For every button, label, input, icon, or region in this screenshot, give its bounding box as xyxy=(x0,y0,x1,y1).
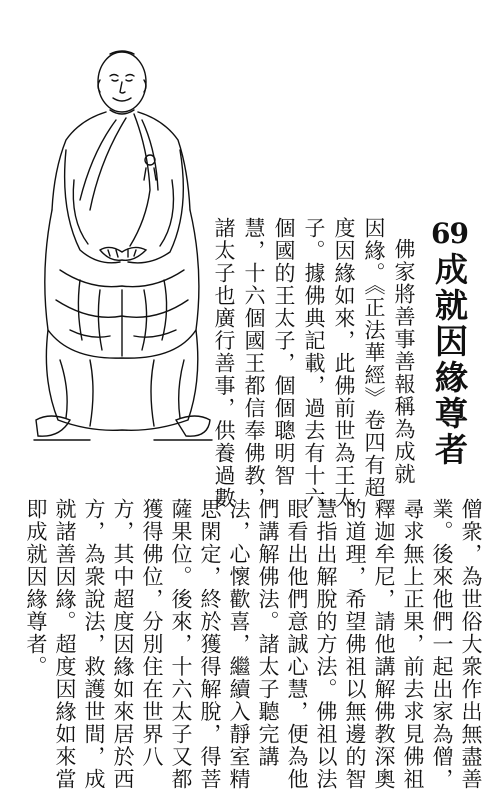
text-column: 方，為衆說法，救護世間，成 xyxy=(82,498,106,791)
text-column: 慧指出解脫的方法。佛祖以法 xyxy=(314,498,338,791)
text-column: 個國的王太子，個個聰明智 xyxy=(272,217,296,487)
chapter-number: 69 xyxy=(431,217,468,250)
text-column: 眼看出他們意誠心慧，便為他 xyxy=(285,498,309,791)
text-column: 尋求無上正果，前去求見佛祖 xyxy=(401,498,425,791)
text-column: 因緣。《正法華經》卷四有超 xyxy=(362,217,386,499)
text-column: 僧衆，為世俗大衆作出無盡善 xyxy=(459,498,483,791)
text-column: 們講解佛法。諸太子聽完講 xyxy=(256,498,280,768)
page-title: 成就因緣尊者 xyxy=(430,252,469,468)
text-column: 釋迦牟尼，請他講解佛教深奧 xyxy=(372,498,396,791)
text-column: 方，其中超度因緣如來居於西 xyxy=(111,498,135,791)
text-column: 佛家將善事善報稱為成就 xyxy=(392,238,416,486)
text-column: 的道理，希望佛祖以無邊的智 xyxy=(343,498,367,791)
text-column: 薩果位。後來，十六太子又都 xyxy=(169,498,193,791)
text-column: 業。後來他們一起出家為僧， xyxy=(430,498,454,791)
text-column: 度因緣如來，此佛前世為王太 xyxy=(332,217,356,510)
text-column: 慧，十六個國王都信奉佛教， xyxy=(242,217,266,510)
text-column: 就諸善因緣。超度因緣如來當 xyxy=(53,498,77,791)
text-column: 即成就因緣尊者。 xyxy=(24,498,48,678)
text-column: 思閑定，終於獲得解脫，得菩 xyxy=(198,498,222,791)
text-column: 子。據佛典記載，過去有十六 xyxy=(302,217,326,510)
text-column: 獲得佛位，分別住在世界八 xyxy=(140,498,164,768)
seated-monk-illustration xyxy=(30,40,215,445)
text-column: 法，心懷歡喜，繼續入靜室精 xyxy=(227,498,251,791)
text-column: 諸太子也廣行善事，供養過數 xyxy=(212,217,236,510)
